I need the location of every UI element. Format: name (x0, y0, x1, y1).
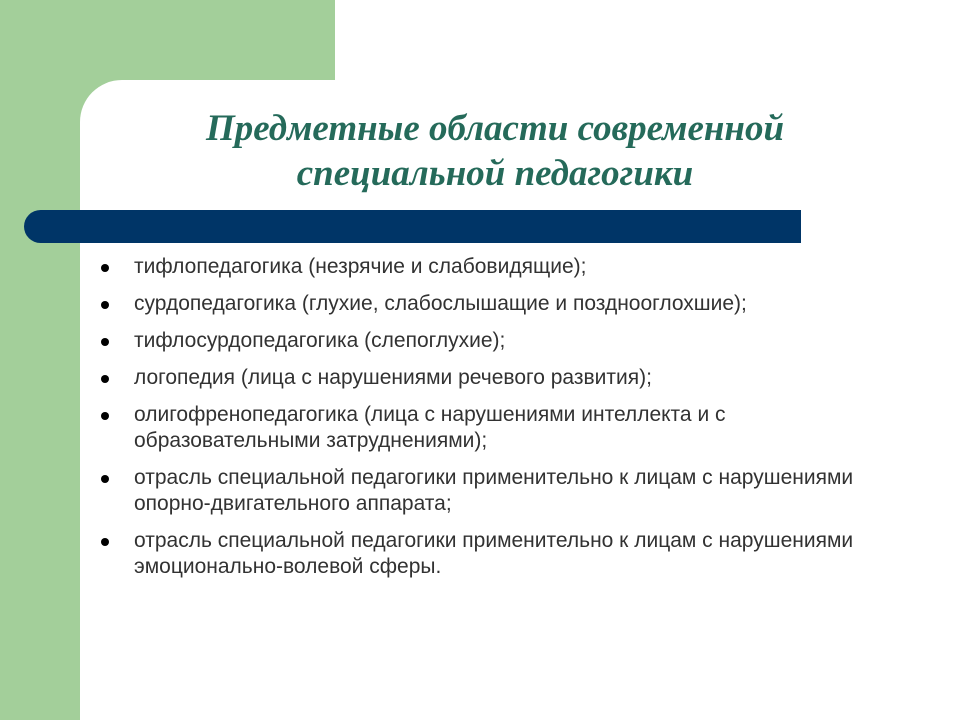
bullet-list (99, 254, 889, 591)
slide-title (110, 106, 880, 196)
bullet-text: сурдопедагогика (глухие, слабослышащие и позднооглохшие); (134, 292, 747, 315)
bullet-text: логопедия (лица с нарушениями речевого развития); (134, 366, 652, 389)
bullet-text: тифлосурдопедагогика (слепоглухие); (134, 329, 506, 352)
bullet-item (99, 528, 889, 580)
bullet-item (99, 291, 889, 317)
bullet-text: отрасль специальной педагогики применительно к лицам с нарушениями эмоционально-волевой сферы. (134, 529, 854, 578)
bullet-item (99, 365, 889, 391)
bullet-item (99, 254, 889, 280)
bullet-dot-icon (101, 338, 109, 346)
bullet-dot-icon (101, 264, 109, 272)
bullet-text: тифлопедагогика (незрячие и слабовидящие); (134, 255, 587, 278)
bullet-text: отрасль специальной педагогики применительно к лицам с нарушениями опорно-двигательного аппарата; (134, 466, 854, 515)
bullet-dot-icon (101, 412, 109, 420)
bullet-dot-icon (101, 475, 109, 483)
bullet-dot-icon (101, 375, 109, 383)
slide-title-line-2: специальной педагогики (296, 153, 694, 194)
bullet-item (99, 402, 889, 454)
bullet-dot-icon (101, 538, 109, 546)
title-underline-bar (24, 210, 801, 243)
bullet-text: олигофренопедагогика (лица с нарушениями интеллекта и с образовательными затруднениями); (134, 403, 726, 452)
bullet-item (99, 328, 889, 354)
bullet-dot-icon (101, 301, 109, 309)
slide-title-line-1: Предметные области современной (205, 108, 785, 149)
bullet-item (99, 465, 889, 517)
